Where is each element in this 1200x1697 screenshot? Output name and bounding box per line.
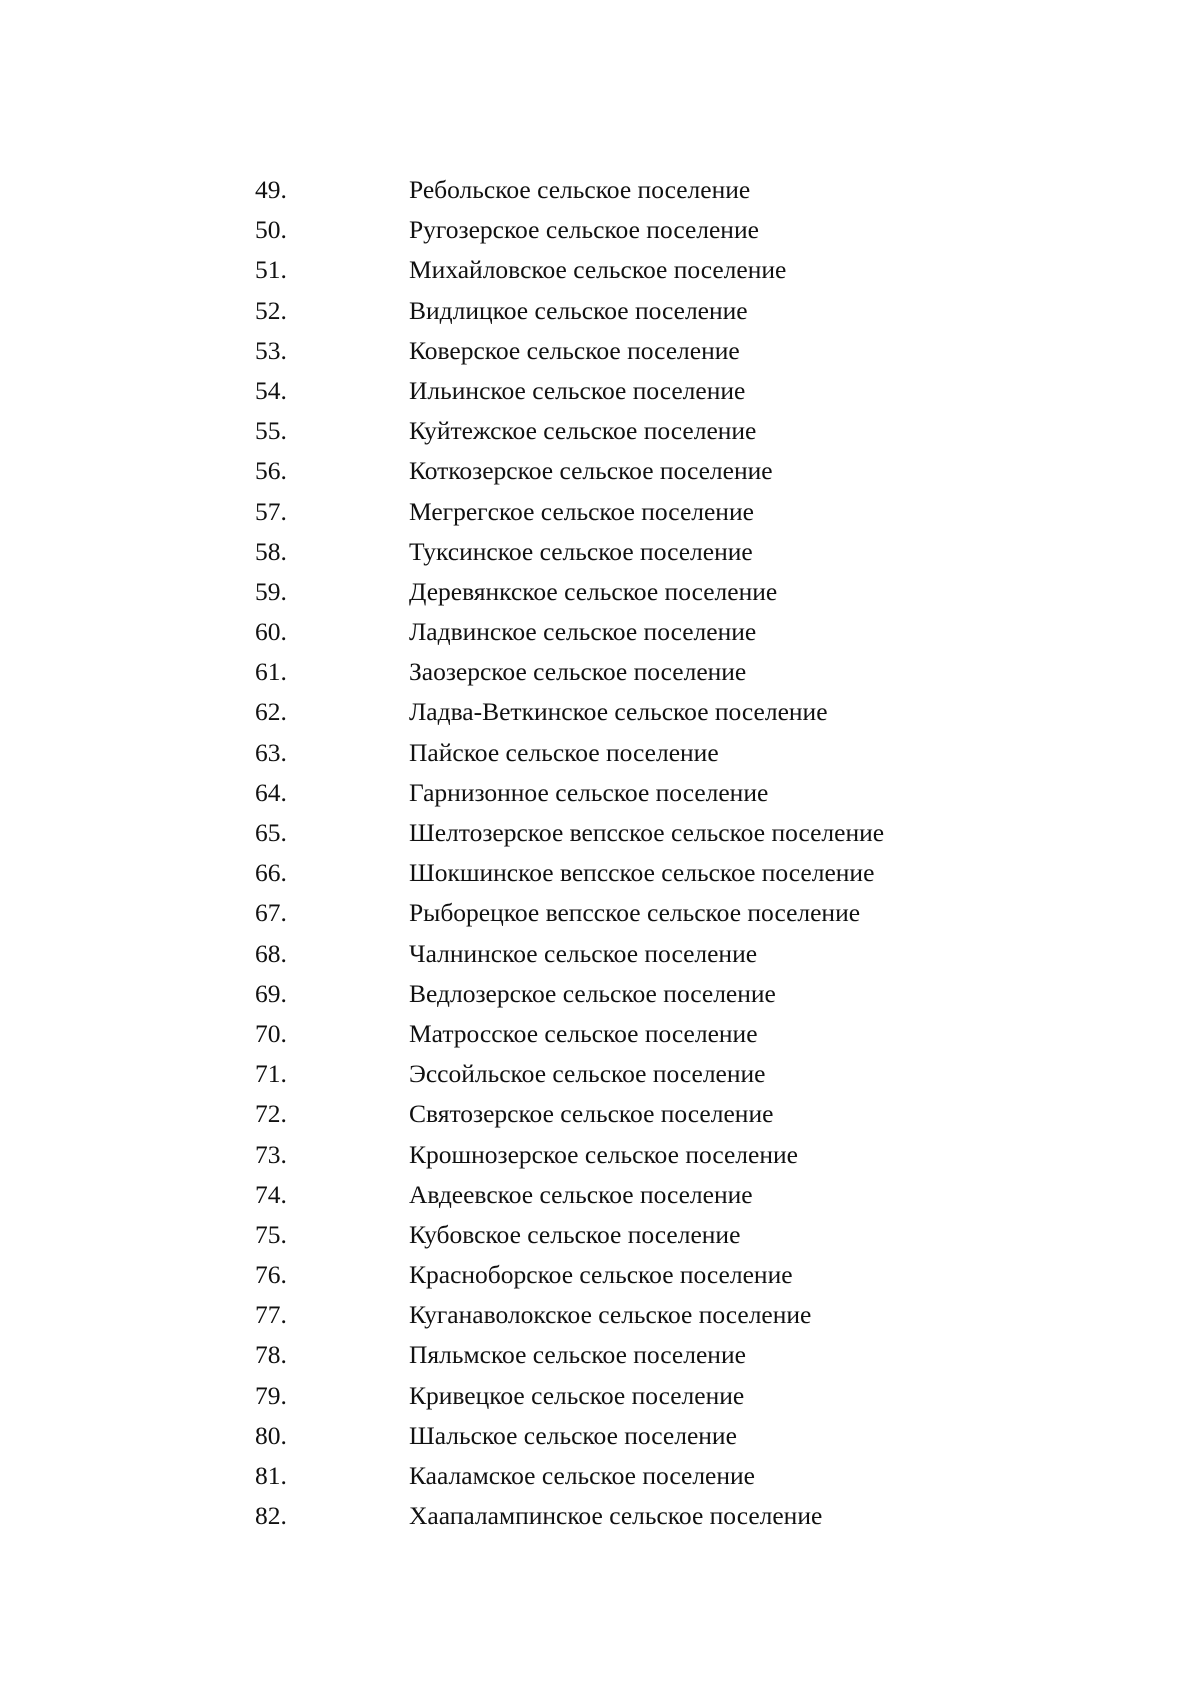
list-item <box>255 532 1015 572</box>
list-item <box>255 773 1015 813</box>
list-item <box>255 1335 1015 1375</box>
settlement-name: Куйтежское сельское поселение <box>409 416 757 446</box>
item-number: 56. <box>255 456 287 486</box>
list-item <box>255 210 1015 250</box>
settlement-name: Ильинское сельское поселение <box>409 375 746 405</box>
list-item <box>255 572 1015 612</box>
list-item <box>255 1175 1015 1215</box>
list-item <box>255 291 1015 331</box>
settlement-name: Ругозерское сельское поселение <box>409 215 759 245</box>
item-number: 72. <box>255 1099 287 1129</box>
item-number: 65. <box>255 818 287 847</box>
settlement-name: Красноборское сельское поселение <box>409 1260 793 1290</box>
settlement-name: Кривецкое сельское поселение <box>409 1380 745 1410</box>
list-item <box>255 170 1015 210</box>
settlement-name: Шокшинское вепсское сельское поселение <box>409 858 875 888</box>
item-number: 74. <box>255 1179 287 1209</box>
item-number: 81. <box>255 1461 287 1490</box>
settlement-name: Святозерское сельское поселение <box>409 1099 774 1129</box>
item-number: 79. <box>255 1380 287 1410</box>
settlement-name: Туксинское сельское поселение <box>409 536 753 566</box>
item-number: 57. <box>255 496 287 526</box>
list-item <box>255 1496 1015 1536</box>
item-number: 54. <box>255 375 287 405</box>
settlement-name: Коверское сельское поселение <box>409 335 740 365</box>
list-item <box>255 612 1015 652</box>
item-number: 71. <box>255 1059 287 1089</box>
settlement-name: Кубовское сельское поселение <box>409 1219 741 1249</box>
settlement-name: Ладва-Веткинское сельское поселение <box>409 697 828 727</box>
item-number: 66. <box>255 858 287 888</box>
settlement-name: Шальское сельское поселение <box>409 1420 737 1450</box>
list-item <box>255 331 1015 371</box>
list-item <box>255 1054 1015 1094</box>
item-number: 52. <box>255 295 287 325</box>
settlement-name: Пяльмское сельское поселение <box>409 1340 746 1370</box>
item-number: 62. <box>255 697 287 727</box>
item-number: 55. <box>255 416 287 446</box>
settlement-name: Хаапалампинское сельское поселение <box>409 1501 823 1531</box>
list-item <box>255 250 1015 290</box>
settlement-name: Шелтозерское вепсское сельское поселение <box>409 818 885 847</box>
item-number: 60. <box>255 617 287 647</box>
settlement-name: Ребольское сельское поселение <box>409 175 751 204</box>
settlement-name: Матросское сельское поселение <box>409 1018 758 1048</box>
settlement-name: Эссойльское сельское поселение <box>409 1059 766 1089</box>
item-number: 64. <box>255 777 287 807</box>
item-number: 69. <box>255 978 287 1008</box>
settlement-name: Куганаволокское сельское поселение <box>409 1300 812 1330</box>
item-number: 75. <box>255 1219 287 1249</box>
item-number: 51. <box>255 255 287 285</box>
item-number: 59. <box>255 576 287 606</box>
list-item <box>255 692 1015 732</box>
settlement-name: Ладвинское сельское поселение <box>409 617 757 647</box>
list-item <box>255 1416 1015 1456</box>
settlement-name: Чалнинское сельское поселение <box>409 938 758 968</box>
settlement-name: Коткозерское сельское поселение <box>409 456 773 486</box>
list-item <box>255 1456 1015 1496</box>
item-number: 67. <box>255 898 287 928</box>
item-number: 77. <box>255 1300 287 1330</box>
item-number: 80. <box>255 1420 287 1450</box>
item-number: 58. <box>255 536 287 566</box>
item-number: 50. <box>255 215 287 245</box>
item-number: 61. <box>255 657 287 687</box>
item-number: 68. <box>255 938 287 968</box>
item-number: 63. <box>255 737 287 767</box>
list-item <box>255 1295 1015 1335</box>
list-item <box>255 652 1015 692</box>
item-number: 76. <box>255 1260 287 1290</box>
settlement-name: Кааламское сельское поселение <box>409 1461 755 1490</box>
list-item <box>255 371 1015 411</box>
list-item <box>255 1014 1015 1054</box>
item-number: 70. <box>255 1018 287 1048</box>
list-item <box>255 853 1015 893</box>
list-item <box>255 1094 1015 1134</box>
settlement-name: Гарнизонное сельское поселение <box>409 777 769 807</box>
item-number: 73. <box>255 1139 287 1169</box>
list-item <box>255 1215 1015 1255</box>
settlement-name: Деревянкское сельское поселение <box>409 576 778 606</box>
settlement-name: Пайское сельское поселение <box>409 737 719 767</box>
settlement-name: Рыборецкое вепсское сельское поселение <box>409 898 861 928</box>
list-item <box>255 893 1015 933</box>
list-item <box>255 411 1015 451</box>
settlement-list <box>255 170 1015 1536</box>
item-number: 53. <box>255 335 287 365</box>
settlement-name: Заозерское сельское поселение <box>409 657 747 687</box>
settlement-name: Видлицкое сельское поселение <box>409 295 748 325</box>
settlement-name: Авдеевское сельское поселение <box>409 1179 753 1209</box>
item-number: 82. <box>255 1501 287 1531</box>
settlement-name: Михайловское сельское поселение <box>409 255 787 285</box>
item-number: 78. <box>255 1340 287 1370</box>
list-item <box>255 934 1015 974</box>
list-item <box>255 1376 1015 1416</box>
list-item <box>255 1135 1015 1175</box>
settlement-name: Мегрегское сельское поселение <box>409 496 754 526</box>
list-item <box>255 1255 1015 1295</box>
item-number: 49. <box>255 175 287 204</box>
settlement-name: Ведлозерское сельское поселение <box>409 978 776 1008</box>
list-item <box>255 492 1015 532</box>
list-item <box>255 813 1015 853</box>
list-item <box>255 974 1015 1014</box>
list-item <box>255 451 1015 491</box>
list-item <box>255 733 1015 773</box>
settlement-name: Крошнозерское сельское поселение <box>409 1139 798 1169</box>
